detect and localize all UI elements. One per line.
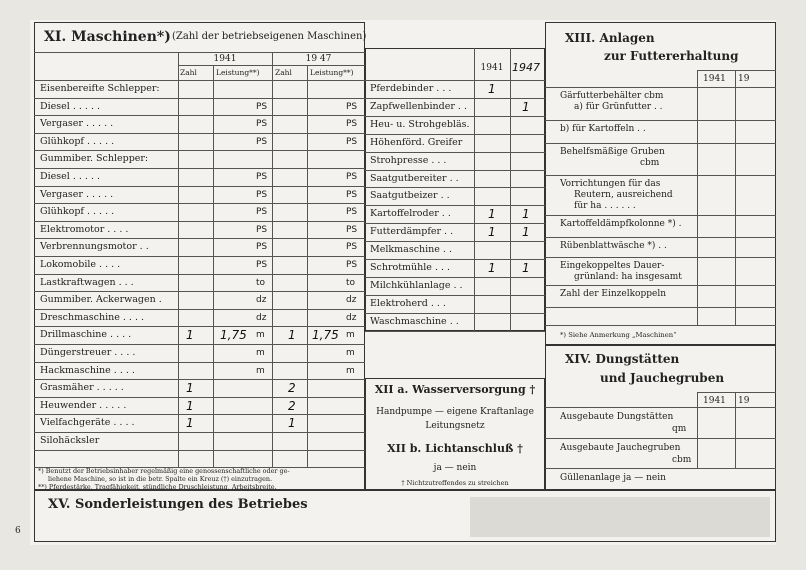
machine-label: Elektromotor . . . . bbox=[40, 223, 129, 235]
power-1947[interactable]: 1,75 bbox=[312, 328, 339, 343]
manure-label: Güllenanlage ja — nein bbox=[560, 473, 666, 483]
row-divider bbox=[365, 277, 545, 278]
unit-1941: to bbox=[256, 277, 266, 288]
unit-1947: PS bbox=[346, 101, 358, 112]
manure-year-1: 1941 bbox=[703, 396, 726, 406]
row-divider bbox=[34, 133, 365, 134]
row-divider bbox=[545, 237, 776, 238]
power-1941[interactable]: 1,75 bbox=[220, 328, 247, 343]
row-divider bbox=[545, 285, 776, 286]
row-divider bbox=[545, 438, 776, 439]
water-line-2: Leitungsnetz bbox=[425, 421, 485, 431]
feed-title-2: zur Futtererhaltung bbox=[604, 49, 739, 63]
machine-label: Höhenförd. Greifer bbox=[370, 136, 463, 148]
row-divider bbox=[365, 187, 545, 188]
manure-label: Ausgebaute Jauchegruben bbox=[560, 443, 681, 453]
row-divider bbox=[34, 186, 365, 187]
unit-1947: PS bbox=[346, 189, 358, 200]
machine-label: Melkmaschine . . bbox=[370, 244, 452, 256]
feed-label-2: Reutern, ausreichend bbox=[574, 190, 673, 200]
row-divider bbox=[365, 295, 545, 296]
unit-1941: PS bbox=[256, 189, 268, 200]
unit-1947: to bbox=[346, 277, 356, 288]
machine-label: Diesel . . . . . bbox=[40, 100, 101, 112]
row-divider bbox=[34, 168, 365, 169]
row-divider bbox=[34, 238, 365, 239]
manure-unit: cbm bbox=[672, 455, 692, 465]
machine-label: Grasmäher . . . . . bbox=[40, 382, 124, 394]
row-divider bbox=[545, 468, 776, 469]
row-divider bbox=[365, 134, 545, 135]
special-title: XV. Sonderleistungen des Betriebes bbox=[48, 497, 308, 512]
count-1941[interactable]: 1 bbox=[488, 225, 496, 240]
row-divider bbox=[34, 432, 365, 433]
row-divider bbox=[34, 450, 365, 451]
feed-year-2: 19 bbox=[738, 74, 750, 84]
row-divider bbox=[34, 414, 365, 415]
row-divider bbox=[545, 215, 776, 216]
unit-1947: m bbox=[346, 330, 355, 341]
unit-1941: dz bbox=[256, 295, 267, 306]
col-zahl-1: Zahl bbox=[180, 68, 197, 77]
col-zahl-2: Zahl bbox=[275, 68, 292, 77]
count-1947[interactable]: 2 bbox=[288, 381, 296, 396]
count-1947[interactable]: 1 bbox=[522, 261, 530, 275]
feed-label-2: cbm bbox=[640, 158, 660, 168]
unit-1947: dz bbox=[346, 312, 357, 323]
unit-1941: PS bbox=[256, 260, 268, 270]
row-divider bbox=[34, 326, 365, 327]
unit-1947: PS bbox=[346, 260, 358, 270]
unit-1941: PS bbox=[256, 119, 268, 130]
row-divider bbox=[365, 331, 545, 332]
unit-1941: dz bbox=[256, 312, 267, 323]
col-leistung-2: Leistung**) bbox=[310, 68, 354, 77]
row-divider bbox=[34, 150, 365, 151]
machine-label: Düngerstreuer . . . . bbox=[40, 347, 136, 358]
unit-1947: m bbox=[346, 365, 355, 376]
row-divider bbox=[34, 203, 365, 204]
machine-label: Glühkopf . . . . . bbox=[40, 206, 115, 218]
count-1941[interactable]: 1 bbox=[186, 381, 194, 396]
col-leistung-1: Leistung**) bbox=[216, 68, 260, 77]
footnote-1a: *) Benutzt der Betriebsinhaber regelmäßig eine genossenschaftliche oder ge- bbox=[38, 467, 290, 475]
count-1947[interactable]: 1 bbox=[522, 225, 530, 240]
footnote-2: **) Pferdestärke, Tragfähigkeit, stündliche Druschleistung, Arbeitsbreite. bbox=[38, 483, 277, 491]
row-divider bbox=[34, 221, 365, 222]
row-divider bbox=[34, 397, 365, 398]
feed-note: *) Siehe Anmerkung „Maschinen“ bbox=[560, 331, 677, 339]
row-divider bbox=[365, 98, 545, 99]
count-1941[interactable]: 1 bbox=[186, 328, 194, 343]
unit-1941: PS bbox=[256, 172, 268, 182]
count-1941[interactable]: 1 bbox=[488, 261, 496, 275]
unit-1947: PS bbox=[346, 207, 358, 218]
unit-1947: PS bbox=[346, 224, 358, 235]
count-1947[interactable]: 1 bbox=[522, 207, 530, 222]
feed-label: Gärfutterbehälter cbm bbox=[560, 91, 664, 101]
feed-label: Behelfsmäßige Gruben bbox=[560, 147, 665, 157]
feed-label-2: grünland: ha insgesamt bbox=[574, 272, 682, 282]
unit-1941: PS bbox=[256, 242, 268, 253]
row-divider bbox=[34, 256, 365, 257]
unit-1947: dz bbox=[346, 295, 357, 306]
row-divider bbox=[34, 362, 365, 363]
machine-label: Hackmaschine . . . . bbox=[40, 364, 135, 376]
row-divider bbox=[545, 175, 776, 176]
count-1941[interactable]: 1 bbox=[488, 82, 496, 96]
row-divider bbox=[365, 170, 545, 171]
water-line-1: Handpumpe — eigene Kraftanlage bbox=[376, 407, 534, 417]
row-divider bbox=[34, 379, 365, 380]
row-divider bbox=[365, 241, 545, 242]
light-line: ja — nein bbox=[433, 463, 477, 473]
feed-label-3: für ha . . . . . . bbox=[574, 201, 636, 211]
unit-1941: PS bbox=[256, 136, 268, 147]
machine-label: Elektroherd . . . bbox=[370, 297, 446, 309]
feed-label: Rübenblattwäsche *) . . bbox=[560, 241, 667, 251]
machine-label: Verbrennungsmotor . . bbox=[40, 241, 149, 253]
feed-title-1: XIII. Anlagen bbox=[565, 31, 655, 45]
machine-label: Vergaser . . . . . bbox=[40, 188, 114, 200]
machine-label: Lastkraftwagen . . . bbox=[40, 276, 134, 288]
unit-1947: m bbox=[346, 348, 355, 358]
manure-title-2: und Jauchegruben bbox=[600, 371, 725, 385]
manure-year-2: 19 bbox=[738, 396, 750, 406]
strike-note: † Nichtzutreffendes zu streichen bbox=[401, 479, 509, 487]
feed-label: Vorrichtungen für das bbox=[560, 179, 661, 189]
machine-label: Kartoffelroder . . bbox=[370, 208, 451, 220]
machine-label: Waschmaschine . . bbox=[370, 315, 459, 327]
count-1941[interactable]: 1 bbox=[186, 416, 194, 431]
feed-label: Zahl der Einzelkoppeln bbox=[560, 289, 666, 299]
machine-label: Lokomobile . . . . bbox=[40, 259, 121, 270]
machines-subtitle: (Zahl der betriebseigenen Maschinen) bbox=[172, 31, 367, 42]
row-divider bbox=[545, 120, 776, 121]
row-divider bbox=[365, 223, 545, 224]
machine-label: Saatgutbeizer . . bbox=[370, 190, 450, 202]
machine-label: Futterdämpfer . . bbox=[370, 226, 454, 238]
row-divider bbox=[365, 259, 545, 260]
unit-1947: PS bbox=[346, 172, 358, 182]
row-divider bbox=[545, 257, 776, 258]
feed-label: b) für Kartoffeln . . bbox=[560, 124, 646, 134]
machine-label: Pferdebinder . . . bbox=[370, 83, 452, 94]
manure-title-1: XIV. Dungstätten bbox=[565, 352, 680, 366]
row-divider bbox=[34, 98, 365, 99]
machine-label: Diesel . . . . . bbox=[40, 171, 101, 182]
machines-year-1: 1941 bbox=[213, 54, 237, 64]
count-1947[interactable]: 2 bbox=[288, 398, 296, 413]
machines-year-2: 19 47 bbox=[305, 54, 332, 64]
feed-year-1: 1941 bbox=[703, 74, 726, 84]
row-divider bbox=[34, 115, 365, 116]
feed-label: Eingekoppeltes Dauer- bbox=[560, 261, 665, 271]
unit-1941: m bbox=[256, 365, 265, 376]
manure-label: Ausgebaute Dungstätten bbox=[560, 412, 674, 422]
feed-label: Kartoffeldämpfkolonne *) . bbox=[560, 219, 682, 229]
row-divider bbox=[545, 143, 776, 144]
machine-label: Heu- u. Strohgebläs. bbox=[370, 118, 470, 130]
machine-label: Gummiber. Schlepper: bbox=[40, 153, 149, 165]
machines-title: XI. Maschinen*) bbox=[44, 29, 171, 45]
unit-1941: m bbox=[256, 330, 265, 341]
machine-label: Saatgutbereiter . . bbox=[370, 172, 459, 184]
machine-label: Dreschmaschine . . . . bbox=[40, 311, 145, 323]
machine-label: Strohpresse . . . bbox=[370, 154, 447, 166]
count-1947[interactable]: 1 bbox=[522, 99, 530, 114]
machine-label: Vergaser . . . . . bbox=[40, 118, 114, 130]
machine-label: Silohäcksler bbox=[40, 435, 100, 446]
water-title: XII a. Wasserversorgung † bbox=[374, 383, 536, 396]
count-1941[interactable]: 1 bbox=[186, 398, 194, 413]
count-1941[interactable]: 1 bbox=[488, 207, 496, 222]
row-divider bbox=[545, 307, 776, 308]
feed-label-2: a) für Grünfutter . . bbox=[574, 102, 663, 112]
machine-label: Eisenbereifte Schlepper: bbox=[40, 83, 160, 94]
row-divider bbox=[365, 205, 545, 206]
manure-unit: qm bbox=[672, 424, 687, 434]
mid-year-2: 1947 bbox=[512, 61, 540, 74]
row-divider bbox=[365, 313, 545, 314]
row-divider bbox=[365, 116, 545, 117]
count-1947[interactable]: 1 bbox=[288, 328, 296, 343]
machine-label: Zapfwellenbinder . . bbox=[370, 100, 467, 112]
unit-1941: PS bbox=[256, 207, 268, 218]
row-divider bbox=[34, 291, 365, 292]
row-divider bbox=[34, 309, 365, 310]
machine-label: Glühkopf . . . . . bbox=[40, 135, 115, 147]
machine-label: Milchkühlanlage . . bbox=[370, 279, 463, 291]
machine-label: Drillmaschine . . . . bbox=[40, 329, 132, 341]
machine-label: Vielfachgeräte . . . . bbox=[40, 417, 135, 429]
unit-1947: PS bbox=[346, 242, 358, 253]
unit-1947: PS bbox=[346, 136, 358, 147]
machine-label: Heuwender . . . . . bbox=[40, 399, 127, 411]
machine-label: Schrotmühle . . . bbox=[370, 262, 451, 273]
unit-1941: PS bbox=[256, 101, 268, 112]
light-title: XII b. Lichtanschluß † bbox=[387, 442, 523, 455]
row-divider bbox=[34, 344, 365, 345]
mid-year-1: 1941 bbox=[480, 63, 504, 73]
unit-1941: PS bbox=[256, 224, 268, 235]
margin-mark: 6 bbox=[15, 526, 21, 536]
unit-1947: PS bbox=[346, 119, 358, 130]
footnote-1b: liehene Maschine, so ist in die betr. Spalte ein Kreuz (†) einzutragen. bbox=[48, 475, 272, 483]
count-1947[interactable]: 1 bbox=[288, 416, 296, 431]
row-divider bbox=[34, 274, 365, 275]
unit-1941: m bbox=[256, 348, 265, 358]
row-divider bbox=[365, 152, 545, 153]
machine-label: Gummiber. Ackerwagen . bbox=[40, 294, 162, 306]
